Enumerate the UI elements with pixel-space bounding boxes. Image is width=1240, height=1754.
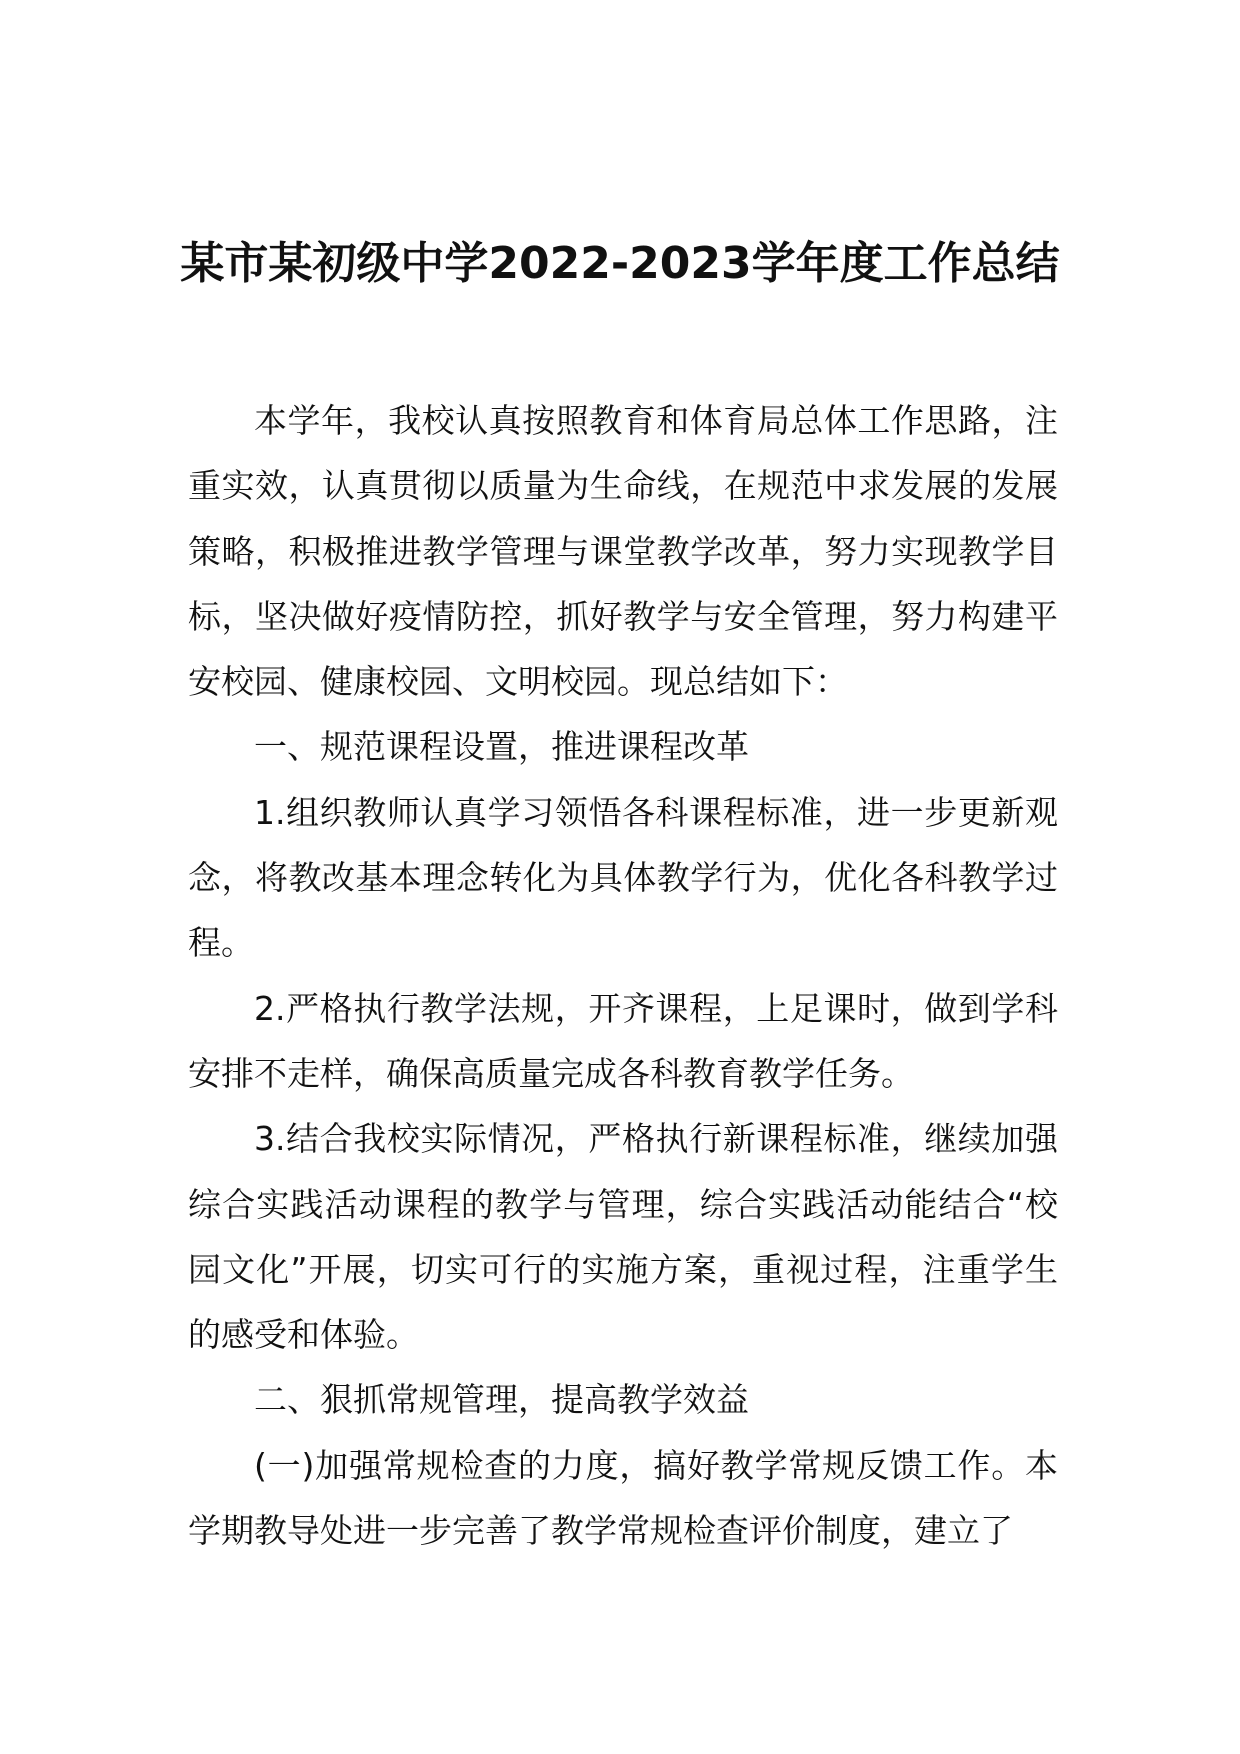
paragraph-item-2: 2.严格执行教学法规，开齐课程，上足课时，做到学科安排不走样，确保高质量完成各科教育教学任务。: [188, 988, 1058, 1093]
section-heading-1: 一、规范课程设置，推进课程改革: [254, 727, 749, 767]
paragraph-intro: 本学年，我校认真按照教育和体育局总体工作思路，注重实效，认真贯彻以质量为生命线，在规范中求发展的发展策略，积极推进教学管理与课堂教学改革，努力实现教学目标，坚决做好疫情防控，抓好教学与安全管理，努力构建平安校园、健康校园、文明校园。现总结如下：: [188, 401, 1058, 702]
document-body: [188, 388, 1058, 1563]
paragraph-subitem-1: (一)加强常规检查的力度，搞好教学常规反馈工作。本学期教导处进一步完善了教学常规检查评价制度，建立了: [188, 1445, 1058, 1551]
paragraph-item-1: 1.组织教师认真学习领悟各科课程标准，进一步更新观念，将教改基本理念转化为具体教学行为，优化各科教学过程。: [188, 792, 1058, 963]
document-title: 某市某初级中学2022-2023学年度工作总结: [180, 238, 1060, 290]
paragraph-item-3: 3.结合我校实际情况，严格执行新课程标准，继续加强综合实践活动课程的教学与管理，综合实践活动能结合“校园文化”开展，切实可行的实施方案，重视过程，注重学生的感受和体验。: [188, 1119, 1058, 1355]
section-heading-2: 二、狠抓常规管理，提高教学效益: [254, 1380, 749, 1420]
